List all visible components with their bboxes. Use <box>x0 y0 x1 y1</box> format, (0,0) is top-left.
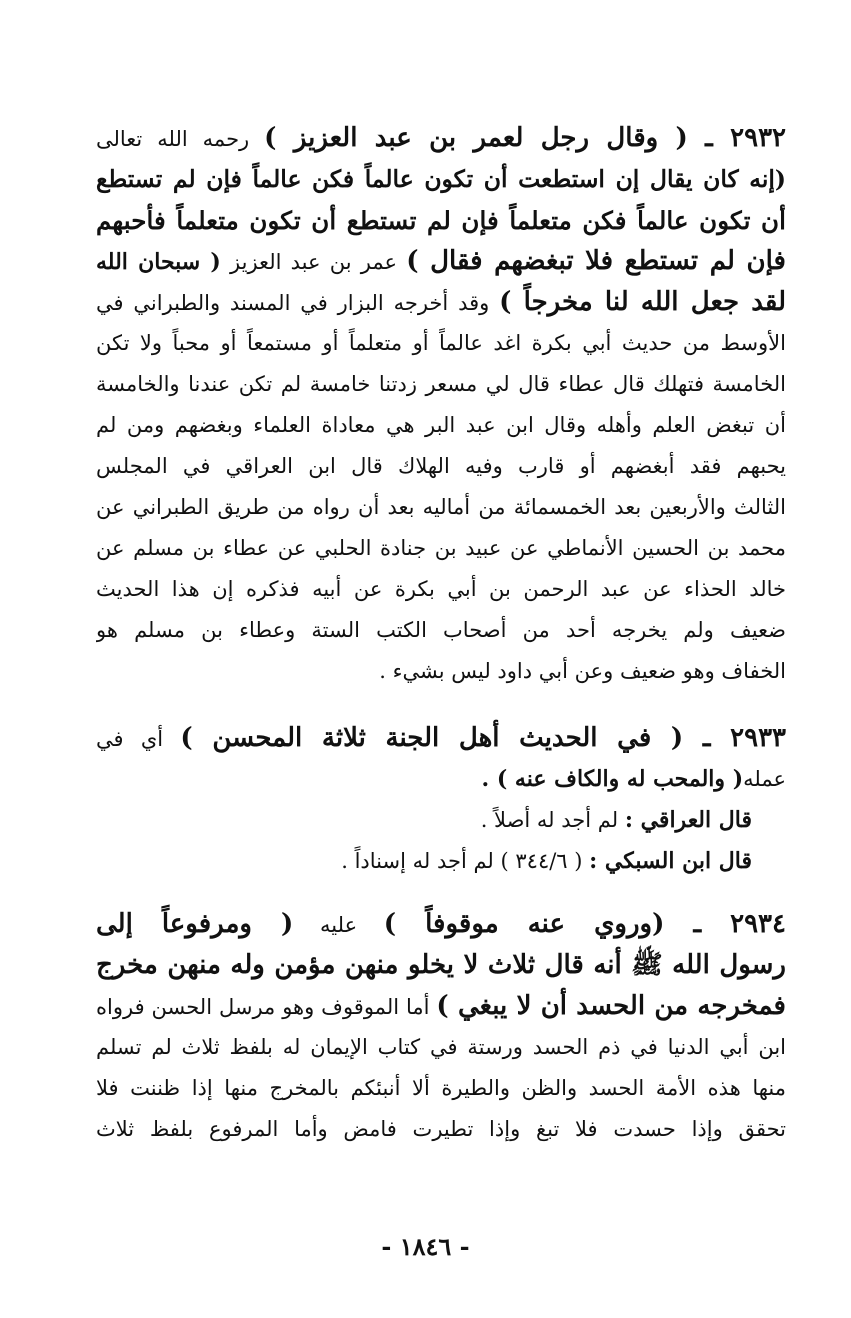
quotes-block <box>96 800 786 882</box>
quote-line <box>96 841 786 882</box>
book-page-body <box>96 118 786 1150</box>
bold-text: ٢٩٣٣ ـ ( في الحديث أهل الجنة ثلاثة المحسن ) <box>180 723 786 753</box>
spacer <box>96 882 786 904</box>
bold-text: ( ومرفوعاً إلى <box>96 909 294 939</box>
plain-text: يحبهم فقد أبغضهم أو قارب وفيه الهلاك قال ابن العراقي في المجلس <box>96 454 786 478</box>
text-line <box>96 904 786 945</box>
text-line <box>96 159 786 200</box>
plain-text: رحمه الله تعالى <box>96 127 265 151</box>
text-line <box>96 241 786 282</box>
bold-text: أن تكون عالماً فكن متعلماً فإن لم تستطع أن تكون متعلماً فأحبهم <box>96 206 786 235</box>
text-line <box>96 200 786 241</box>
text-line <box>96 528 786 569</box>
bold-text: ( والمحب له والكاف عنه ) . <box>481 766 744 792</box>
plain-text: الخامسة فتهلك قال عطاء قال لي مسعر زدتنا خامسة لم تكن عندنا والخامسة <box>96 372 786 396</box>
spacer <box>96 692 786 718</box>
plain-text: محمد بن الحسين الأنماطي عن عبيد بن جنادة الحلبي عن عطاء بن مسلم عن <box>96 536 786 560</box>
text-line <box>96 487 786 528</box>
text-line <box>96 323 786 364</box>
bold-text: ٢٩٣٤ ـ (وروي عنه موقوفاً ) <box>383 909 786 939</box>
text-line <box>96 1027 786 1068</box>
text-line <box>96 651 786 692</box>
text-line <box>96 364 786 405</box>
text-line <box>96 1068 786 1109</box>
text-line <box>96 118 786 159</box>
plain-text: وقد أخرجه البزار في المسند والطبراني في <box>96 291 500 315</box>
text-line <box>96 446 786 487</box>
text-line <box>96 718 786 759</box>
bold-text: ( سبحان الله <box>96 249 221 275</box>
page-number: - ١٨٤٦ - <box>381 1232 470 1261</box>
plain-text: ضعيف ولم يخرجه أحد من أصحاب الكتب الستة وعطاء بن مسلم هو <box>96 618 786 642</box>
entry-2933 <box>96 718 786 882</box>
text-line <box>96 282 786 323</box>
quote-label: قال ابن السبكي : <box>589 848 752 874</box>
entry-2934 <box>96 904 786 1150</box>
text-line <box>96 405 786 446</box>
quote-text: لم أجد له أصلاً . <box>480 808 625 832</box>
plain-text: منها هذه الأمة الحسد والظن والطيرة ألا أنبئكم بالمخرج منها إذا ظننت فلا <box>96 1076 786 1100</box>
plain-text: عمر بن عبد العزيز <box>220 250 407 274</box>
plain-text: الأوسط من حديث أبي بكرة اغد عالماً أو متعلماً أو مستمعاً أو محباً ولا تكن <box>96 331 786 355</box>
plain-text: أما الموقوف وهو مرسل الحسن فرواه <box>96 995 437 1019</box>
text-line <box>96 986 786 1027</box>
text-line <box>96 945 786 986</box>
text-line <box>96 1109 786 1150</box>
plain-text: أي في <box>96 727 181 751</box>
plain-text: عمله <box>743 767 786 791</box>
quote-text: ( ٣٤٤/٦ ) لم أجد له إسناداً . <box>341 849 590 873</box>
text-line <box>96 569 786 610</box>
quote-label: قال العراقي : <box>624 807 752 833</box>
plain-text: الثالث والأربعين بعد الخمسمائة من أماليه بعد أن رواه من طريق الطبراني عن <box>96 495 786 519</box>
text-line <box>96 610 786 651</box>
bold-text: (إنه كان يقال إن استطعت أن تكون عالماً فكن عالماً فإن لم تستطع <box>96 165 786 193</box>
plain-text: خالد الحذاء عن عبد الرحمن بن أبي بكرة عن أبيه فذكره إن هذا الحديث <box>96 577 786 601</box>
entry-2932 <box>96 118 786 692</box>
plain-text: تحقق وإذا حسدت فلا تبغ وإذا تطيرت فامض وأما المرفوع بلفظ ثلاث <box>96 1117 786 1141</box>
bold-text: لقد جعل الله لنا مخرجاً ) <box>499 287 786 317</box>
plain-text: أن تبغض العلم وأهله وقال ابن عبد البر هي معاداة العلماء وبغضهم ومن لم <box>96 413 786 437</box>
bold-text: ٢٩٣٢ ـ ( وقال رجل لعمر بن عبد العزيز ) <box>264 123 786 153</box>
plain-text: عليه <box>293 913 384 937</box>
quote-line <box>96 800 786 841</box>
text-line <box>96 759 786 800</box>
plain-text: الخفاف وهو ضعيف وعن أبي داود ليس بشيء . <box>379 659 786 683</box>
bold-text: فإن لم تستطع فلا تبغضهم فقال ) <box>406 246 786 276</box>
bold-text: فمخرجه من الحسد أن لا يبغي ) <box>436 991 786 1021</box>
bold-text: رسول الله ﷺ أنه قال ثلاث لا يخلو منهن مؤمن وله منهن مخرج <box>96 950 786 980</box>
plain-text: ابن أبي الدنيا في ذم الحسد ورستة في كتاب الإيمان له بلفظ ثلاث لم تسلم <box>96 1035 786 1059</box>
